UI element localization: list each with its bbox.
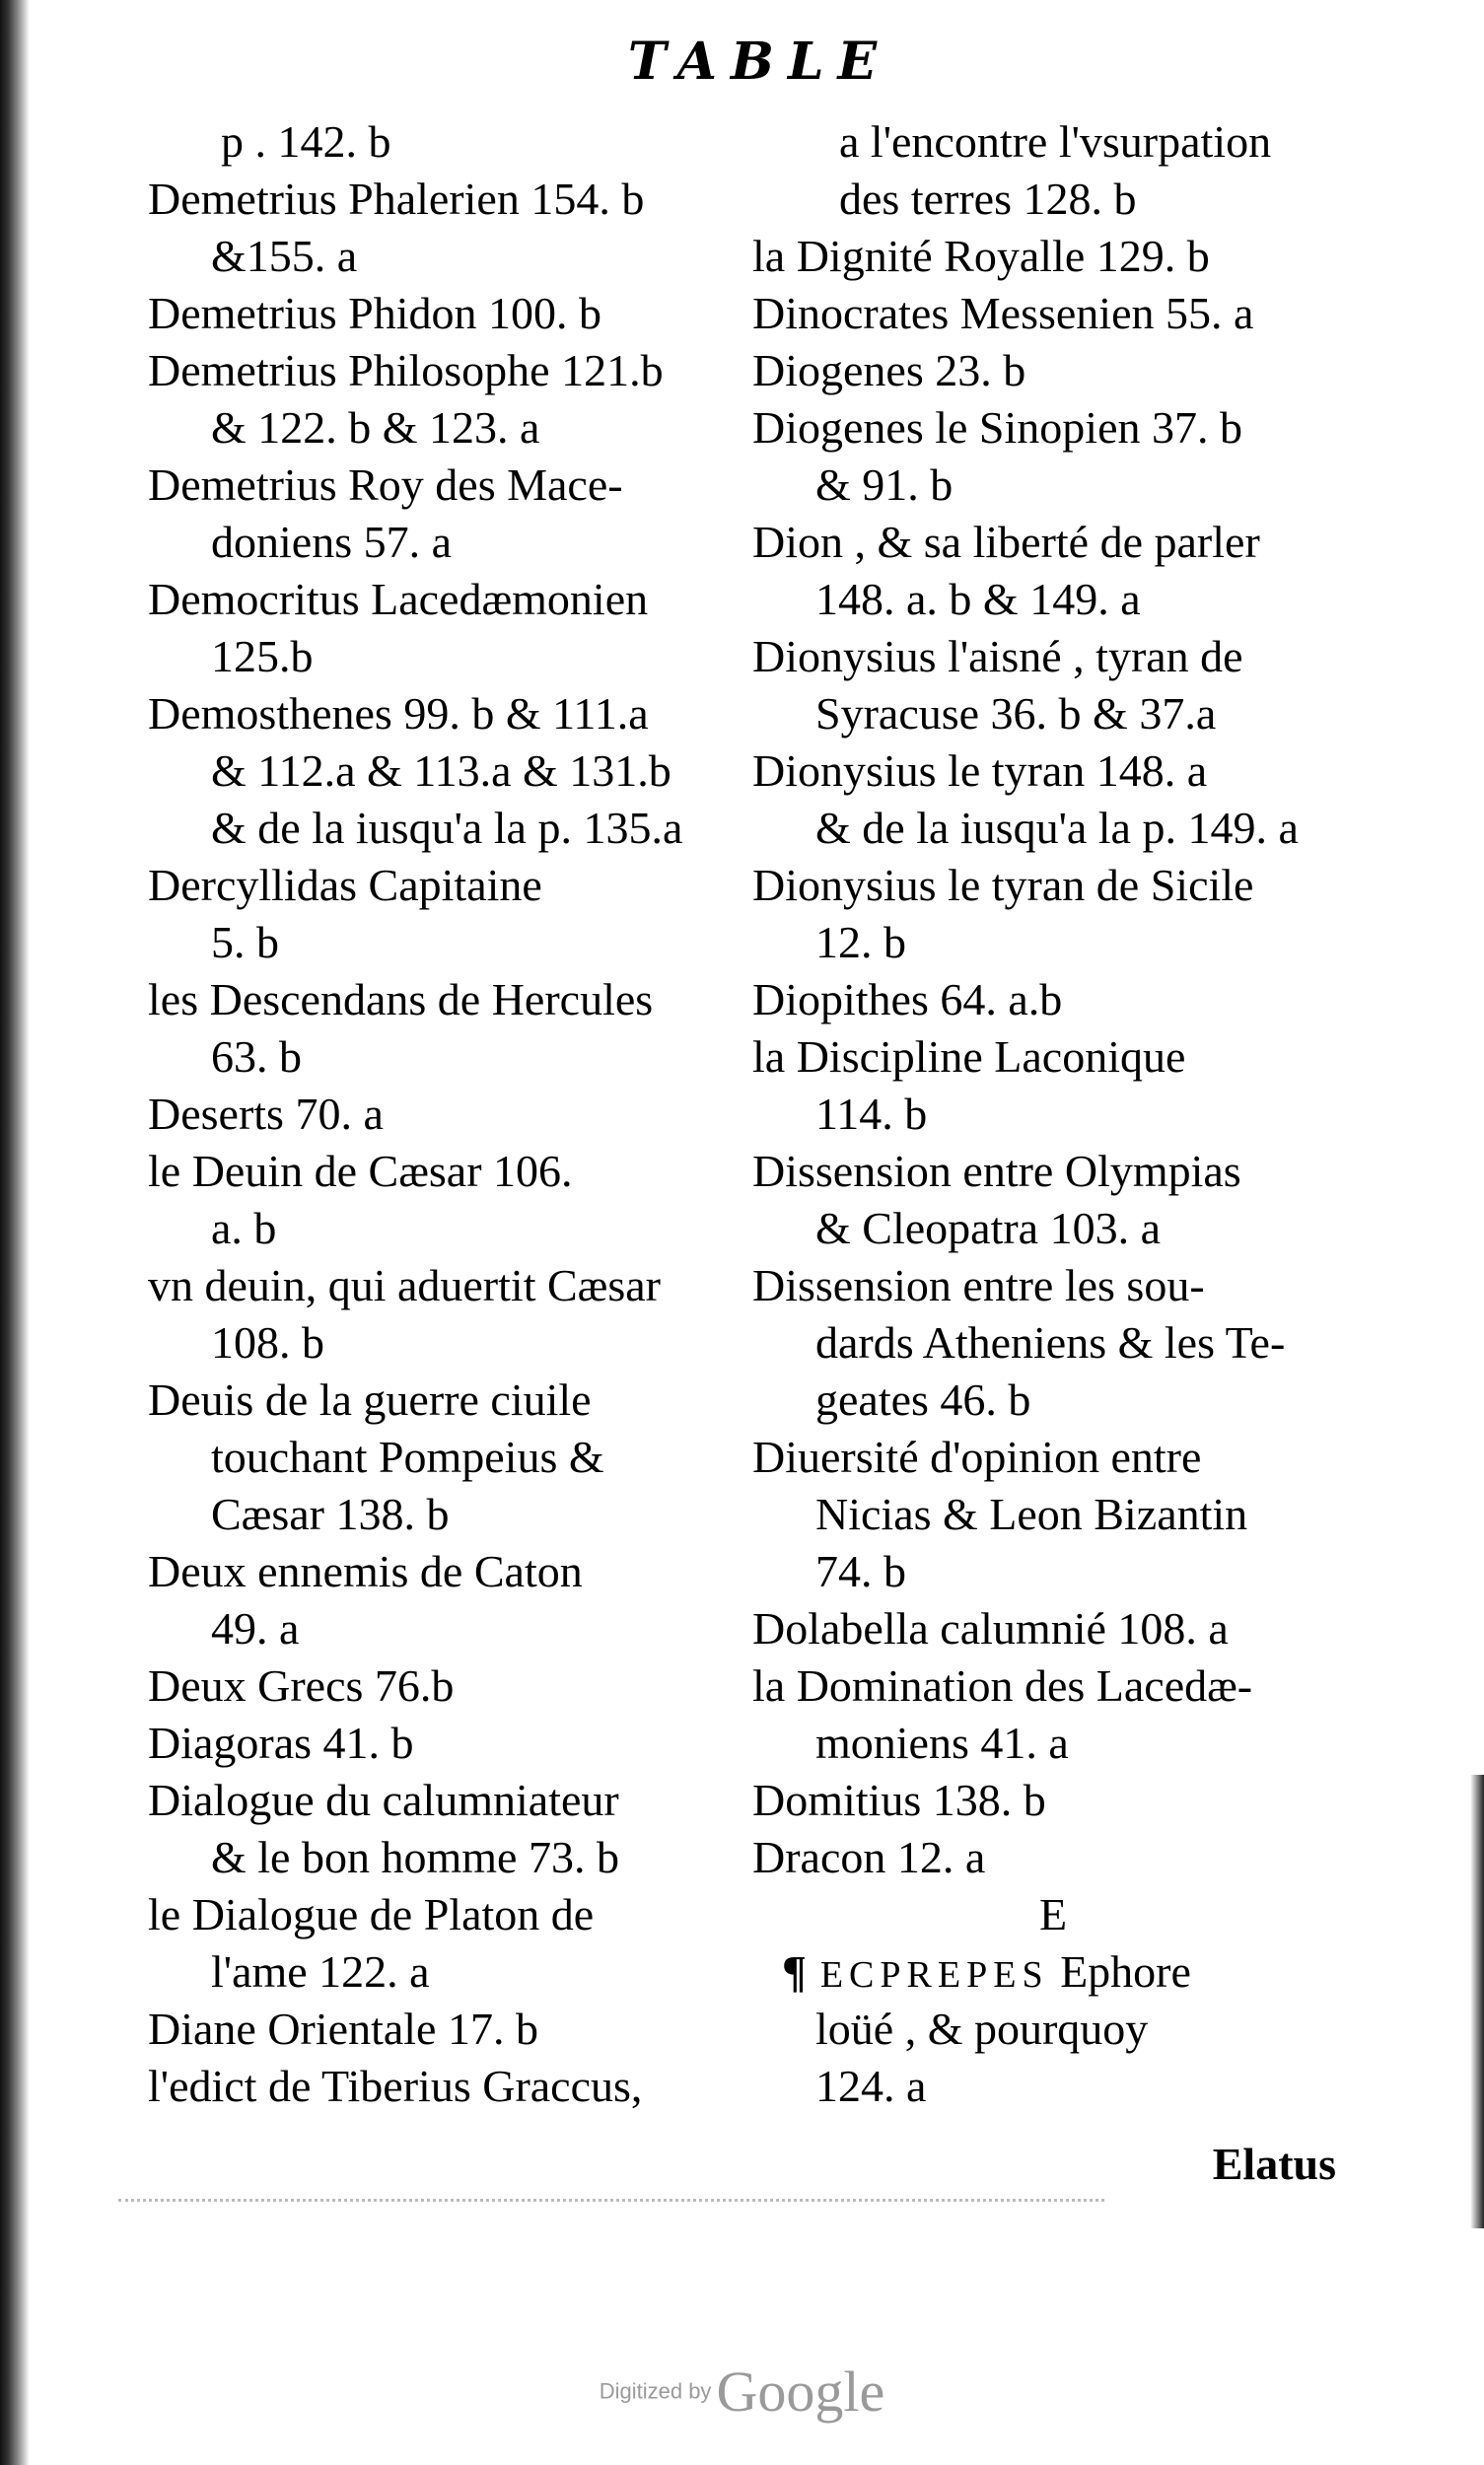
index-line: Diane Orientale 17. b <box>148 2004 538 2054</box>
index-line: Diagoras 41. b <box>148 1718 414 1768</box>
name-smallcaps: ECPREPES <box>819 1954 1049 1996</box>
index-line: Demetrius Roy des Mace- <box>148 459 623 510</box>
index-line: p . 142. b <box>221 116 391 167</box>
index-line: Dionysius l'aisné , tyran de <box>752 631 1243 681</box>
index-line: la Discipline Laconique <box>752 1031 1186 1082</box>
index-line: 124. a <box>815 2061 927 2111</box>
watermark-prefix: Digitized by <box>599 2378 712 2404</box>
index-line: le Dialogue de Platon de <box>148 1889 595 1939</box>
index-line: Cæsar 138. b <box>211 1489 450 1539</box>
index-line: Demosthenes 99. b & 111.a <box>148 688 649 739</box>
index-line: l'edict de Tiberius Graccus, <box>148 2061 643 2111</box>
index-line: &155. a <box>211 231 358 281</box>
index-line: 5. b <box>211 917 279 967</box>
index-line: le Deuin de Cæsar 106. <box>148 1146 573 1196</box>
index-line: Deuis de la guerre ciuile <box>148 1374 592 1425</box>
pilcrow-icon: ¶ <box>782 1946 807 1997</box>
index-line: Syracuse 36. b & 37.a <box>815 688 1217 739</box>
index-line: l'ame 122. a <box>211 1946 430 1997</box>
index-line: Deserts 70. a <box>148 1089 384 1139</box>
index-line: 74. b <box>815 1546 906 1596</box>
index-line: & 91. b <box>815 459 954 510</box>
index-line: Democritus Lacedæmonien <box>148 574 649 624</box>
index-line: Deux Grecs 76.b <box>148 1660 455 1711</box>
index-line: loüé , & pourquoy <box>815 2004 1149 2054</box>
binding-shadow <box>0 0 30 2465</box>
index-line-text: Ephore <box>1060 1946 1191 1997</box>
running-header: TABLE <box>627 32 891 92</box>
index-line: & 112.a & 113.a & 131.b <box>211 745 671 796</box>
index-line: Diuersité d'opinion entre <box>752 1432 1202 1482</box>
index-line: Dracon 12. a <box>752 1832 986 1882</box>
index-line: doniens 57. a <box>211 517 453 567</box>
index-line: vn deuin, qui aduertit Cæsar <box>148 1260 661 1310</box>
index-line: Demetrius Phidon 100. b <box>148 288 601 338</box>
left-index-column <box>148 113 769 2115</box>
index-line-ecprepes <box>752 1943 1354 2001</box>
index-line: Dionysius le tyran 148. a <box>752 745 1208 796</box>
index-line: Diogenes 23. b <box>752 345 1026 395</box>
google-logo: Google <box>716 2359 885 2424</box>
index-line: Deux ennemis de Caton <box>148 1546 583 1596</box>
index-line: Dialogue du calumniateur <box>148 1775 619 1825</box>
index-line: touchant Pompeius & <box>211 1432 604 1482</box>
digitized-watermark <box>0 2359 1484 2425</box>
index-line: 125.b <box>211 631 314 681</box>
right-index-column <box>752 113 1354 2115</box>
catchword: Elatus <box>1212 2139 1336 2189</box>
page-edge-shadow <box>1470 1775 1484 2228</box>
index-line: & 122. b & 123. a <box>211 402 540 453</box>
index-line: Diopithes 64. a.b <box>752 974 1063 1024</box>
index-line: dards Atheniens & les Te- <box>815 1317 1286 1368</box>
index-line: les Descendans de Hercules <box>148 974 654 1024</box>
index-line: 108. b <box>211 1317 324 1368</box>
index-line: moniens 41. a <box>815 1718 1069 1768</box>
index-line: a l'encontre l'vsurpation <box>839 116 1272 167</box>
section-letter: E <box>1038 1889 1068 1939</box>
index-line: Dolabella calumnié 108. a <box>752 1603 1229 1654</box>
index-line: la Domination des Lacedæ- <box>752 1660 1253 1711</box>
index-line: Nicias & Leon Bizantin <box>815 1489 1248 1539</box>
index-line: Diogenes le Sinopien 37. b <box>752 402 1242 453</box>
index-line: Dercyllidas Capitaine <box>148 860 542 910</box>
bottom-speckle-line <box>118 2199 1104 2204</box>
index-line: Demetrius Phalerien 154. b <box>148 174 645 224</box>
index-line: 148. a. b & 149. a <box>815 574 1141 624</box>
index-line: a. b <box>211 1203 277 1253</box>
index-line: & le bon homme 73. b <box>211 1832 619 1882</box>
index-line: 49. a <box>211 1603 300 1654</box>
index-line: geates 46. b <box>815 1374 1031 1425</box>
index-line: & de la iusqu'a la p. 135.a <box>211 803 683 853</box>
index-line: des terres 128. b <box>839 174 1137 224</box>
index-line: & Cleopatra 103. a <box>815 1203 1162 1253</box>
index-line: Dionysius le tyran de Sicile <box>752 860 1254 910</box>
index-line: Dinocrates Messenien 55. a <box>752 288 1254 338</box>
index-line: 114. b <box>815 1089 928 1139</box>
index-line: Domitius 138. b <box>752 1775 1046 1825</box>
index-line: la Dignité Royalle 129. b <box>752 231 1210 281</box>
index-line: Dion , & sa liberté de parler <box>752 517 1260 567</box>
index-line: 12. b <box>815 917 906 967</box>
index-line: Dissension entre les sou- <box>752 1260 1205 1310</box>
index-line: & de la iusqu'a la p. 149. a <box>815 803 1299 853</box>
index-line: 63. b <box>211 1031 302 1082</box>
index-line: Dissension entre Olympias <box>752 1146 1241 1196</box>
index-line: Demetrius Philosophe 121.b <box>148 345 664 395</box>
